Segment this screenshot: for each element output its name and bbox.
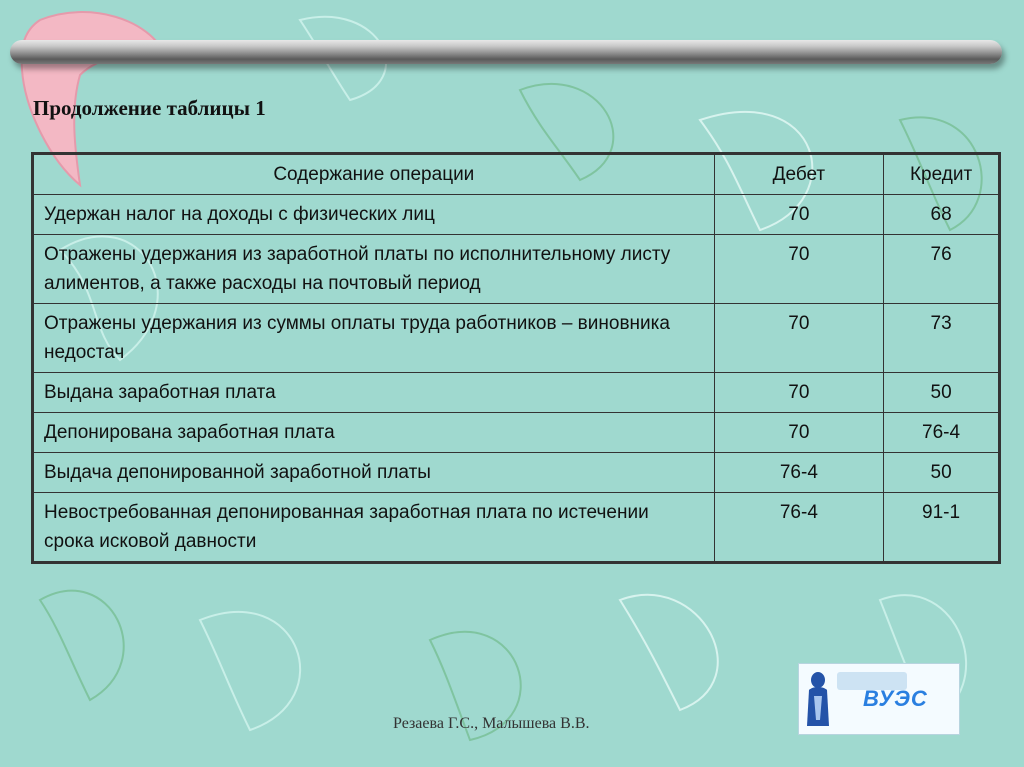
debit-cell: 76-4 xyxy=(714,493,884,563)
credit-cell: 73 xyxy=(884,304,1000,373)
operation-cell: Невостребованная депонированная заработная плата по истечении срока исковой давности xyxy=(33,493,715,563)
operation-cell: Отражены удержания из суммы оплаты труда работников – виновника недостач xyxy=(33,304,715,373)
debit-cell: 70 xyxy=(714,413,884,453)
header-credit: Кредит xyxy=(884,154,1000,195)
decorative-rod xyxy=(10,40,1002,64)
footer-authors: Резаева Г.С., Малышева В.В. xyxy=(393,715,590,732)
debit-cell: 70 xyxy=(714,195,884,235)
table-row xyxy=(33,453,1000,493)
header-debit: Дебет xyxy=(714,154,884,195)
operation-cell: Удержан налог на доходы с физических лиц xyxy=(33,195,715,235)
table-row xyxy=(33,373,1000,413)
page-title: Продолжение таблицы 1 xyxy=(33,96,266,120)
credit-cell: 50 xyxy=(884,453,1000,493)
operation-cell: Депонирована заработная плата xyxy=(33,413,715,453)
credit-cell: 50 xyxy=(884,373,1000,413)
credit-cell: 76 xyxy=(884,235,1000,304)
credit-cell: 91-1 xyxy=(884,493,1000,563)
logo-text: ВУЭС xyxy=(863,686,928,711)
table-row xyxy=(33,413,1000,453)
operation-cell: Выдача депонированной заработной платы xyxy=(33,453,715,493)
table-row xyxy=(33,304,1000,373)
credit-cell: 76-4 xyxy=(884,413,1000,453)
university-logo-icon xyxy=(805,670,831,728)
debit-cell: 76-4 xyxy=(714,453,884,493)
table-row xyxy=(33,493,1000,563)
debit-cell: 70 xyxy=(714,373,884,413)
table-header-row xyxy=(33,154,1000,195)
debit-cell: 70 xyxy=(714,235,884,304)
operation-cell: Выдана заработная плата xyxy=(33,373,715,413)
table-row xyxy=(33,195,1000,235)
operations-table xyxy=(31,152,1001,564)
operation-cell: Отражены удержания из заработной платы по исполнительному листу алиментов, а также расходы на почтовый период xyxy=(33,235,715,304)
credit-cell: 68 xyxy=(884,195,1000,235)
table-row xyxy=(33,235,1000,304)
debit-cell: 70 xyxy=(714,304,884,373)
header-operation: Содержание операции xyxy=(33,154,715,195)
university-logo xyxy=(798,663,960,735)
